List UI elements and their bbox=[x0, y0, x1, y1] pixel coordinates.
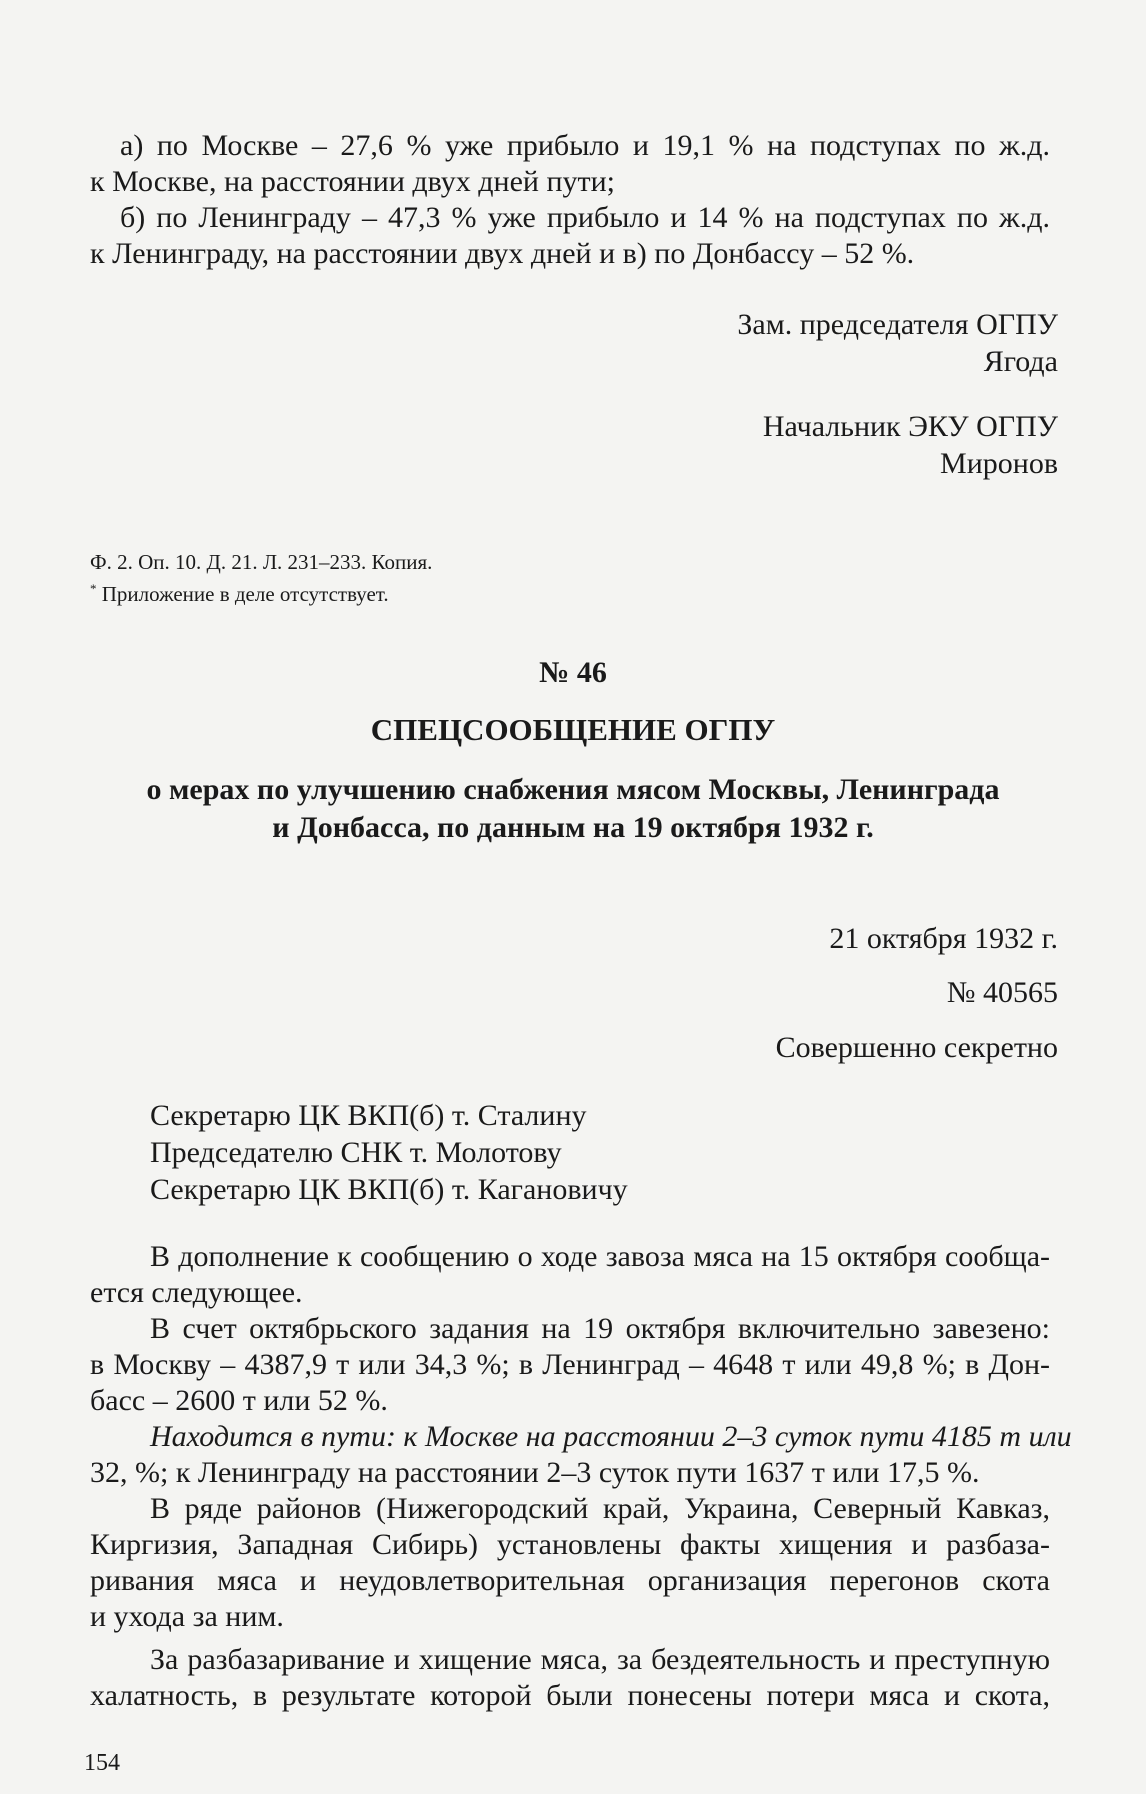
addressee: Секретарю ЦК ВКП(б) т. Сталину bbox=[150, 1099, 587, 1132]
signature-name: Миронов bbox=[940, 447, 1058, 480]
body-line: 32, %; к Ленинграду на расстоянии 2–3 суток пути 1637 т или 17,5 %. bbox=[90, 1456, 980, 1489]
signature-name: Ягода bbox=[983, 345, 1058, 378]
body-line: в Москву – 4387,9 т или 34,3 %; в Ленинград – 4648 т или 49,8 %; в Дон- bbox=[90, 1348, 1050, 1381]
document-reg-number: № 40565 bbox=[946, 976, 1058, 1009]
top-paragraph-line: а) по Москве – 27,6 % уже прибыло и 19,1 % на подступах по ж.д. bbox=[120, 129, 1050, 162]
document-subtitle: и Донбасса, по данным на 19 октября 1932 г. bbox=[272, 811, 874, 844]
archive-source-note: Ф. 2. Оп. 10. Д. 21. Л. 231–233. Копия. bbox=[90, 550, 433, 574]
page-number: 154 bbox=[84, 1750, 120, 1776]
body-line: ется следующее. bbox=[90, 1276, 303, 1309]
classification-stamp: Совершенно секретно bbox=[775, 1031, 1058, 1064]
body-line: В дополнение к сообщению о ходе завоза мяса на 15 октября сообща- bbox=[150, 1240, 1050, 1273]
addressee: Председателю СНК т. Молотову bbox=[150, 1136, 562, 1169]
top-paragraph-line: к Москве, на расстоянии двух дней пути; bbox=[90, 165, 616, 198]
top-paragraph-line: к Ленинграду, на расстоянии двух дней и в) по Донбассу – 52 %. bbox=[90, 237, 915, 270]
footnote bbox=[90, 576, 389, 607]
signature-title: Зам. председателя ОГПУ bbox=[737, 308, 1058, 341]
body-line: Киргизия, Западная Сибирь) установлены факты хищения и разбаза- bbox=[90, 1528, 1050, 1561]
document-heading: СПЕЦСООБЩЕНИЕ ОГПУ bbox=[370, 712, 776, 747]
body-line: и ухода за ним. bbox=[90, 1600, 284, 1633]
signature-title: Начальник ЭКУ ОГПУ bbox=[762, 410, 1058, 443]
body-line: ривания мяса и неудовлетворительная организация перегонов скота bbox=[90, 1564, 1050, 1597]
document-date: 21 октября 1932 г. bbox=[829, 922, 1058, 955]
body-line: Находится в пути: к Москве на расстоянии 2–3 суток пути 4185 т или bbox=[150, 1420, 1072, 1453]
body-line: За разбазаривание и хищение мяса, за бездеятельность и преступную bbox=[150, 1643, 1050, 1676]
addressee: Секретарю ЦК ВКП(б) т. Кагановичу bbox=[150, 1173, 628, 1206]
body-line: басс – 2600 т или 52 %. bbox=[90, 1384, 388, 1417]
footnote-asterisk: * bbox=[90, 581, 97, 596]
document-number: № 46 bbox=[539, 656, 607, 689]
top-paragraph-line: б) по Ленинграду – 47,3 % уже прибыло и 14 % на подступах по ж.д. bbox=[120, 201, 1050, 234]
document-subtitle: о мерах по улучшению снабжения мясом Москвы, Ленинграда bbox=[146, 773, 1000, 806]
footnote-text: Приложение в деле отсутствует. bbox=[101, 582, 389, 606]
body-line: халатность, в результате которой были понесены потери мяса и скота, bbox=[90, 1679, 1050, 1712]
body-line: В счет октябрьского задания на 19 октября включительно завезено: bbox=[150, 1312, 1050, 1345]
body-line: В ряде районов (Нижегородский край, Украина, Северный Кавказ, bbox=[150, 1492, 1050, 1525]
